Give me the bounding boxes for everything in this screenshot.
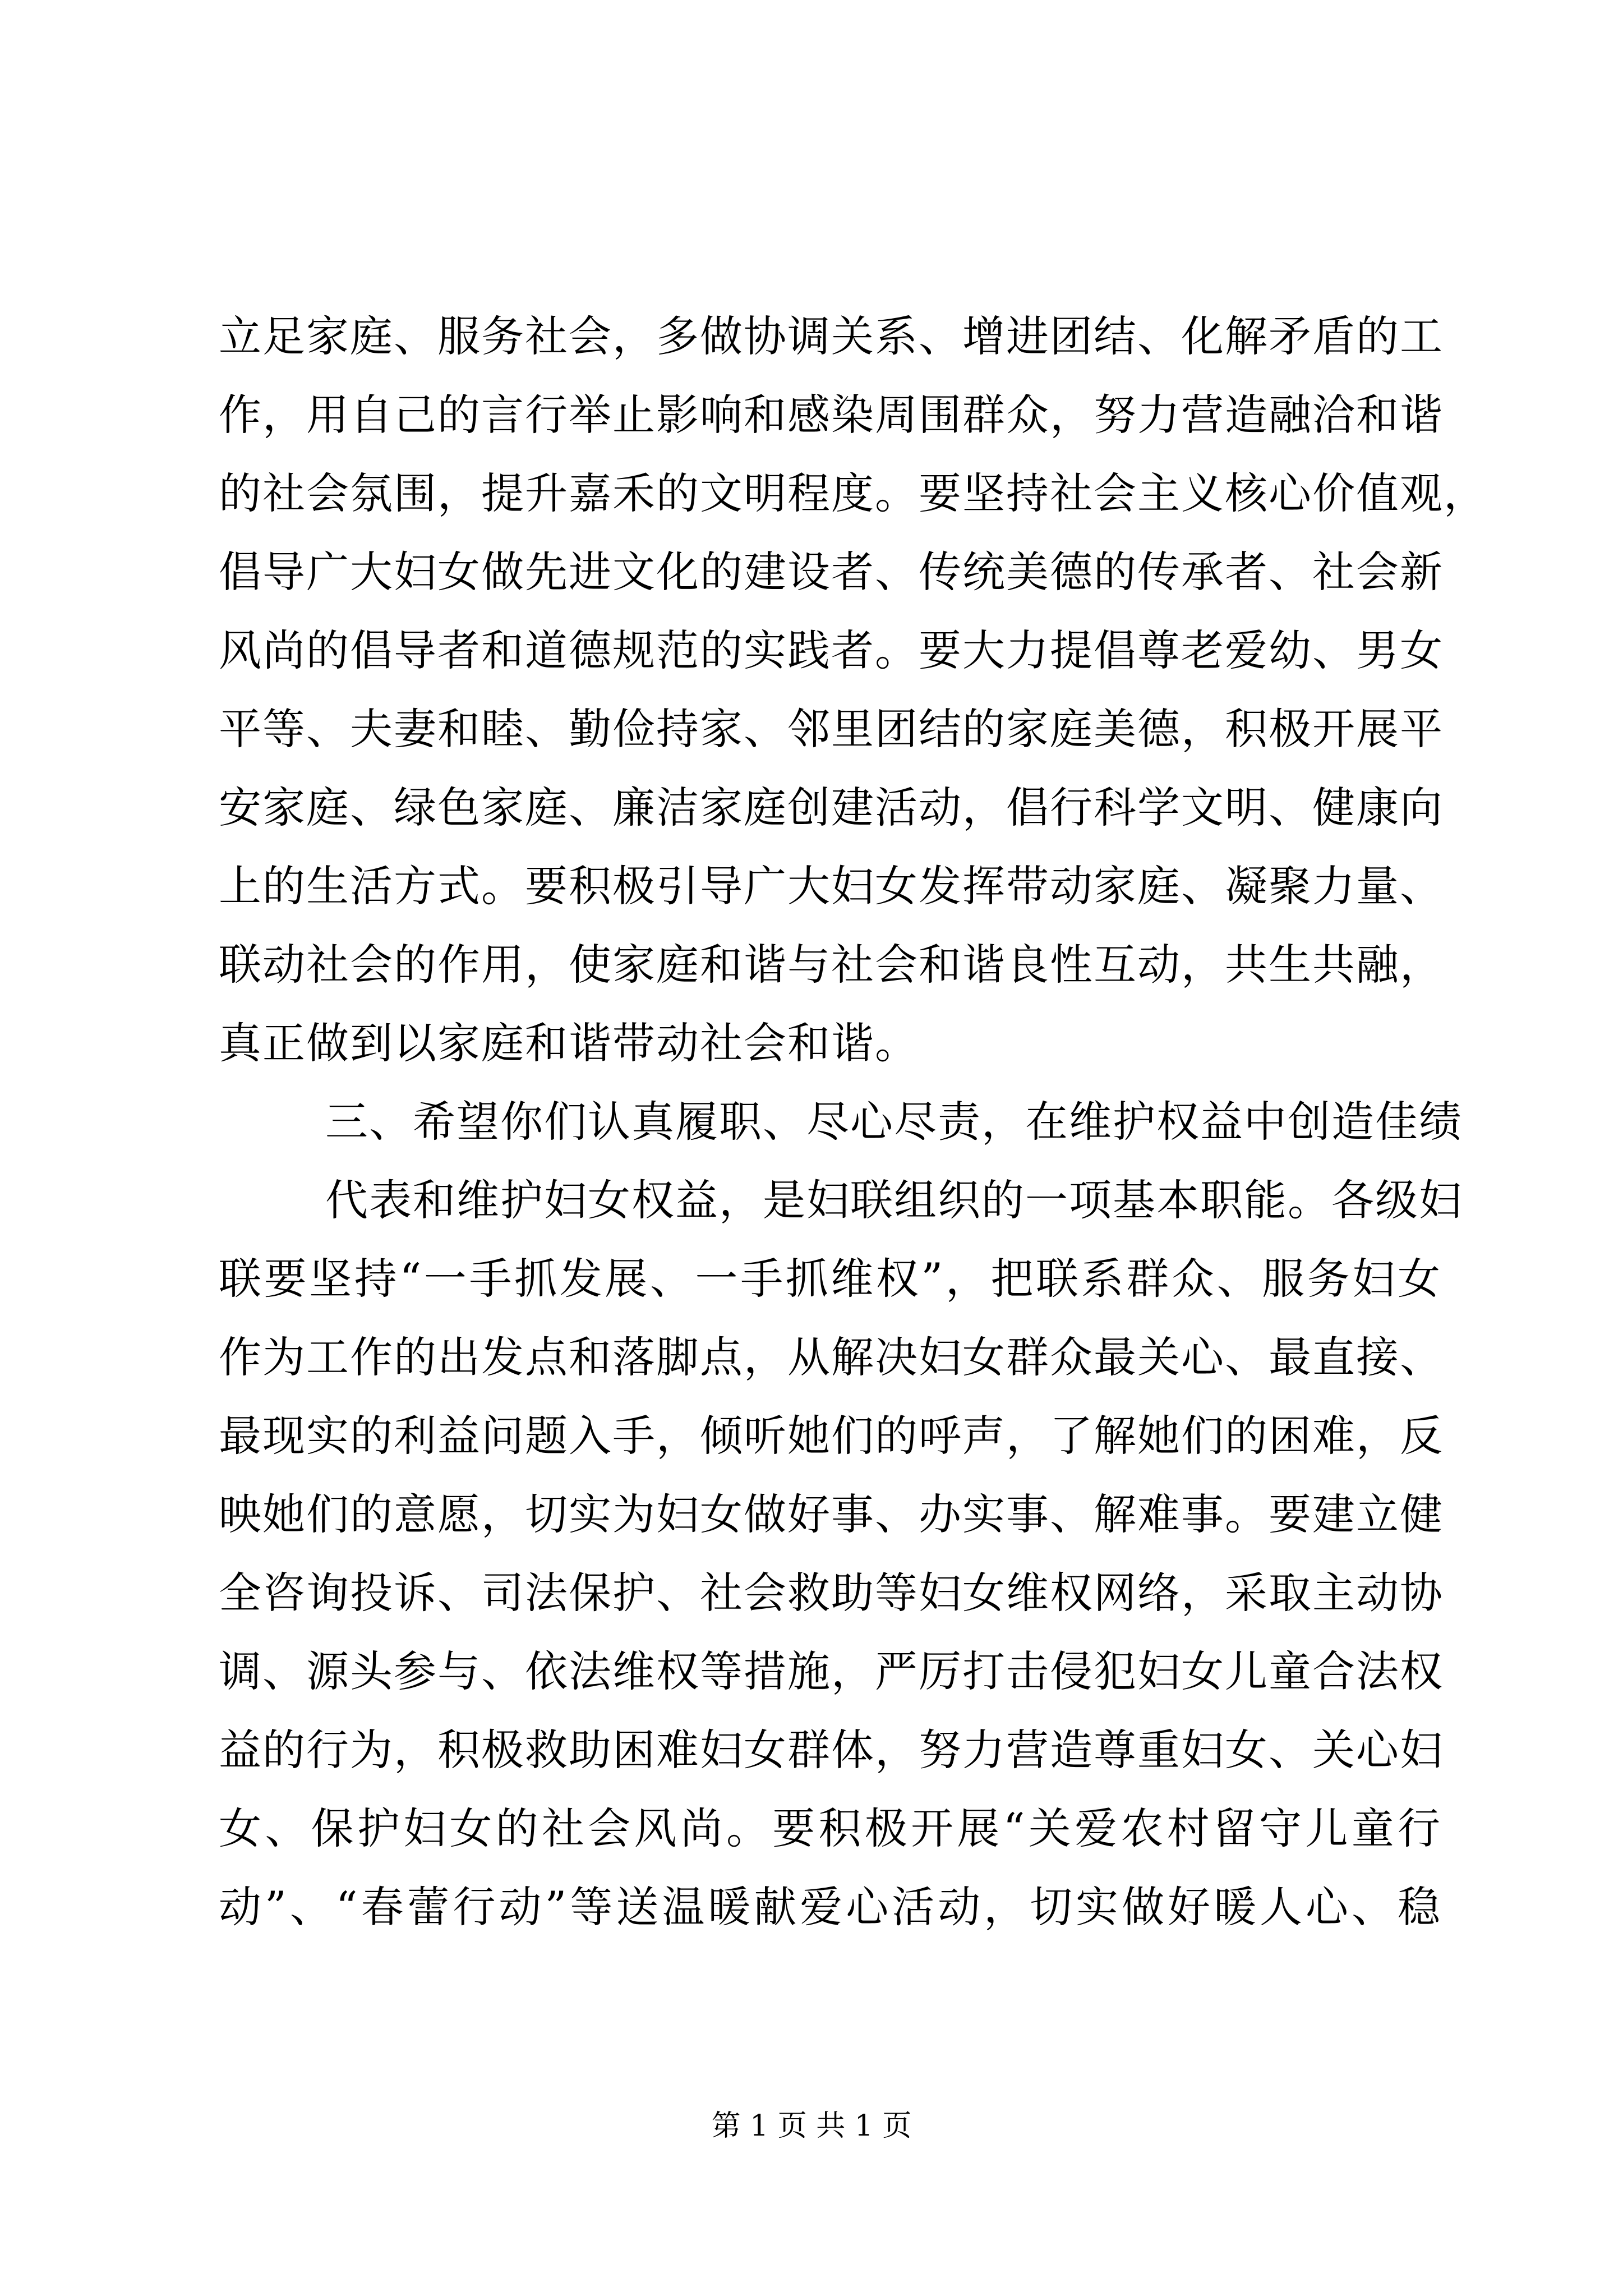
body-text-line: 全咨询投诉、司法保护、社会救助等妇女维权网络，采取主动协 — [219, 1568, 1444, 1618]
body-text-line: 益的行为，积极救助困难妇女群体，努力营造尊重妇女、关心妇 — [219, 1725, 1444, 1775]
paragraph-first-line: 代表和维护妇女权益，是妇联组织的一项基本职能。各级妇 — [325, 1175, 1463, 1225]
body-text-line: 风尚的倡导者和道德规范的实践者。要大力提倡尊老爱幼、男女 — [219, 625, 1444, 675]
body-text-line: 映她们的意愿，切实为妇女做好事、办实事、解难事。要建立健 — [219, 1489, 1444, 1539]
body-text-line: 的社会氛围，提升嘉禾的文明程度。要坚持社会主义核心价值观， — [219, 468, 1487, 518]
page-number-footer: 第 1 页 共 1 页 — [711, 2109, 912, 2143]
body-text-line: 联动社会的作用，使家庭和谐与社会和谐良性互动，共生共融， — [219, 940, 1444, 990]
body-text-line: 作为工作的出发点和落脚点，从解决妇女群众最关心、最直接、 — [219, 1332, 1444, 1382]
body-text-line: 上的生活方式。要积极引导广大妇女发挥带动家庭、凝聚力量、 — [219, 861, 1444, 911]
body-text-line: 动”、“春蕾行动”等送温暖献爱心活动，切实做好暖人心、稳 — [219, 1882, 1441, 1932]
body-text-line: 平等、夫妻和睦、勤俭持家、邻里团结的家庭美德，积极开展平 — [219, 704, 1444, 754]
body-text-line: 安家庭、绿色家庭、廉洁家庭创建活动，倡行科学文明、健康向 — [219, 783, 1444, 832]
body-text-line: 真正做到以家庭和谐带动社会和谐。 — [219, 1018, 919, 1068]
body-text-line: 调、源头参与、依法维权等措施，严厉打击侵犯妇女儿童合法权 — [219, 1646, 1444, 1696]
body-text-line: 作，用自己的言行举止影响和感染周围群众，努力营造融洽和谐 — [219, 390, 1444, 440]
body-text-line: 最现实的利益问题入手，倾听她们的呼声，了解她们的困难，反 — [219, 1411, 1444, 1461]
body-text-line: 女、保护妇女的社会风尚。要积极开展“关爱农村留守儿童行 — [219, 1803, 1441, 1853]
body-text-line: 联要坚持“一手抓发展、一手抓维权”，把联系群众、服务妇女 — [219, 1254, 1441, 1304]
body-text-line: 立足家庭、服务社会，多做协调关系、增进团结、化解矛盾的工 — [219, 311, 1444, 361]
section-heading: 三、希望你们认真履职、尽心尽责，在维护权益中创造佳绩 — [325, 1097, 1463, 1147]
body-text-line: 倡导广大妇女做先进文化的建设者、传统美德的传承者、社会新 — [219, 547, 1444, 597]
